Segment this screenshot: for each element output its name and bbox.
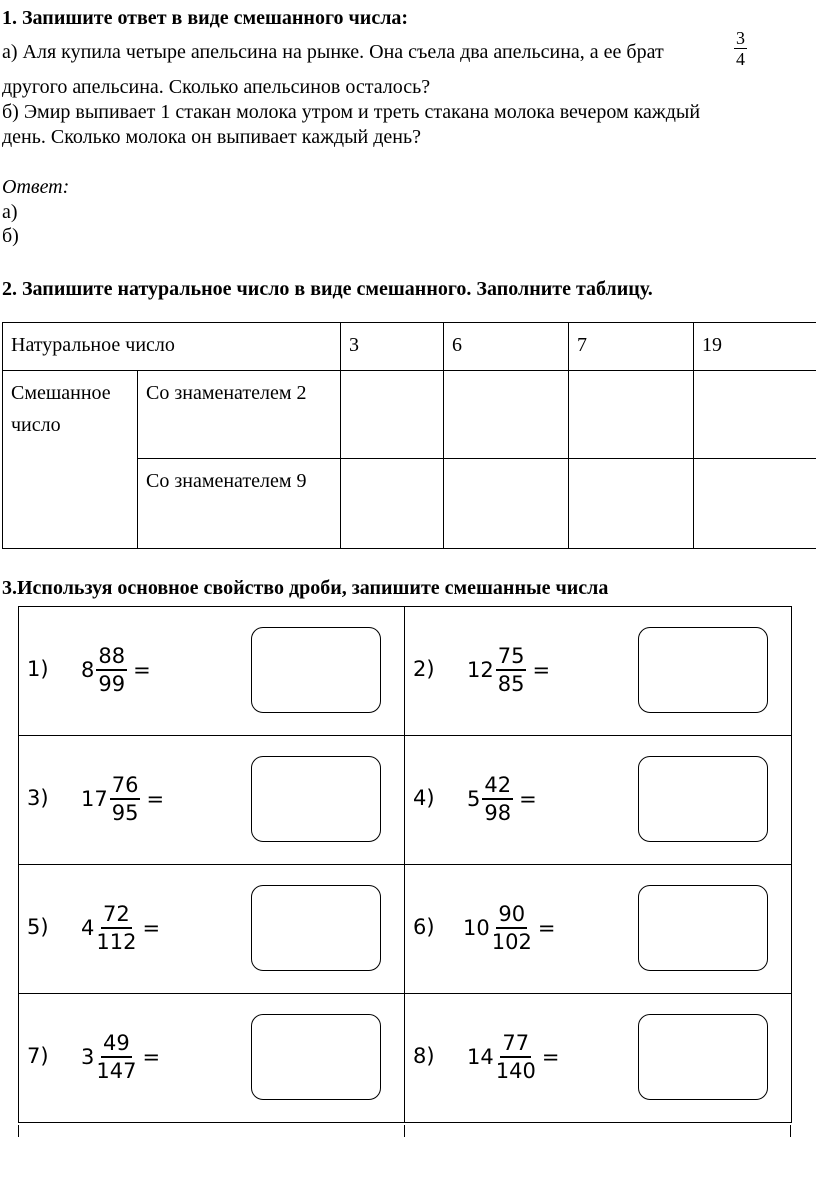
exercise-cell xyxy=(19,607,405,736)
equals-sign: = xyxy=(133,658,151,682)
answer-a: а) xyxy=(2,201,18,223)
exercise-cell xyxy=(405,994,792,1123)
numerator: 88 xyxy=(96,643,127,671)
task1-a-line1: а) Аля купила четыре апельсина на рынке. Она съела два апельсина, а ее брат xyxy=(2,41,664,63)
denominator: 98 xyxy=(484,801,512,825)
mixed-expression xyxy=(81,643,151,697)
exercise-number: 2) xyxy=(413,657,435,681)
whole-part: 17 xyxy=(81,787,108,811)
table-row xyxy=(19,736,792,865)
exercise-cell xyxy=(19,865,405,994)
mixed-expression xyxy=(467,1030,559,1084)
table-edge-left xyxy=(18,1125,19,1137)
answer-cell[interactable] xyxy=(694,459,816,549)
denominator: 102 xyxy=(491,930,532,954)
numerator: 77 xyxy=(500,1030,531,1058)
task1-title: 1. Запишите ответ в виде смешанного числа: xyxy=(2,7,409,29)
table-row xyxy=(3,323,816,371)
row-header-cell xyxy=(3,323,341,371)
mixed-expression xyxy=(81,772,164,826)
denominator: 140 xyxy=(495,1059,536,1083)
answer-box[interactable] xyxy=(638,885,768,971)
equals-sign: = xyxy=(142,916,161,940)
numerator: 49 xyxy=(101,1030,132,1058)
equals-sign: = xyxy=(532,658,551,682)
exercise-number: 6) xyxy=(413,915,435,939)
denom9-label: Со знаменателем 9 xyxy=(146,470,307,492)
equals-sign: = xyxy=(541,1045,560,1069)
answer-box[interactable] xyxy=(251,885,381,971)
answer-box[interactable] xyxy=(638,627,768,713)
row-header: Натуральное число xyxy=(11,334,175,356)
answer-cell[interactable] xyxy=(444,371,569,459)
fraction xyxy=(96,643,127,697)
exercise-number: 5) xyxy=(27,915,49,939)
mixed-expression xyxy=(463,901,555,955)
mixed-expression xyxy=(81,901,160,955)
numerator: 75 xyxy=(496,643,527,671)
answer-box[interactable] xyxy=(638,1014,768,1100)
answer-cell[interactable] xyxy=(341,459,444,549)
task3-title: 3.Используя основное свойство дроби, запишите смешанные числа xyxy=(2,577,609,599)
answer-box[interactable] xyxy=(638,756,768,842)
mixed-label-cell xyxy=(3,371,138,549)
whole-part: 14 xyxy=(467,1045,494,1069)
answer-cell[interactable] xyxy=(694,371,816,459)
number-value: 6 xyxy=(452,334,463,356)
task1-b-line1: б) Эмир выпивает 1 стакан молока утром и треть стакана молока вечером каждый xyxy=(2,101,701,123)
whole-part: 4 xyxy=(81,916,95,940)
table-row xyxy=(19,865,792,994)
whole-part: 8 xyxy=(81,658,95,682)
number-value: 19 xyxy=(702,334,723,356)
answer-label: Ответ: xyxy=(2,176,70,198)
exercise-cell xyxy=(405,736,792,865)
fraction xyxy=(496,643,527,697)
mixed-numbers-table xyxy=(18,606,792,1123)
exercise-number: 4) xyxy=(413,786,435,810)
denom2-cell xyxy=(138,371,341,459)
exercise-cell xyxy=(19,736,405,865)
answer-cell[interactable] xyxy=(569,371,694,459)
equals-sign: = xyxy=(142,1045,161,1069)
table-row xyxy=(19,994,792,1123)
denominator: 147 xyxy=(96,1059,137,1083)
whole-part: 3 xyxy=(81,1045,95,1069)
number-cell xyxy=(569,323,694,371)
denom2-label: Со знаменателем 2 xyxy=(146,382,307,404)
mixed-label-line2: число xyxy=(11,414,61,436)
task1-a-line2: другого апельсина. Сколько апельсинов осталось? xyxy=(2,76,431,98)
denominator: 112 xyxy=(96,930,137,954)
denom9-cell xyxy=(138,459,341,549)
fraction-denominator: 4 xyxy=(736,49,745,69)
answer-box[interactable] xyxy=(251,1014,381,1100)
fraction xyxy=(110,772,141,826)
table-edge-middle xyxy=(404,1125,405,1137)
whole-part: 5 xyxy=(467,787,481,811)
fraction xyxy=(96,1030,136,1084)
exercise-cell xyxy=(19,994,405,1123)
numerator: 72 xyxy=(101,901,132,929)
table-row xyxy=(3,371,816,459)
fraction-numerator: 3 xyxy=(736,28,745,48)
number-cell xyxy=(444,323,569,371)
task2-title: 2. Запишите натуральное число в виде смешанного. Заполните таблицу. xyxy=(2,278,653,300)
number-cell xyxy=(341,323,444,371)
answer-cell[interactable] xyxy=(444,459,569,549)
fraction xyxy=(492,901,532,955)
fraction xyxy=(482,772,513,826)
exercise-cell xyxy=(405,607,792,736)
table-row xyxy=(19,607,792,736)
exercise-number: 7) xyxy=(27,1044,49,1068)
whole-part: 10 xyxy=(463,916,490,940)
answer-cell[interactable] xyxy=(569,459,694,549)
numerator: 42 xyxy=(482,772,513,800)
task1-a-fraction xyxy=(734,28,747,69)
mixed-label-line1: Смешанное xyxy=(11,382,111,404)
table-edge-right xyxy=(790,1125,791,1137)
number-cell xyxy=(694,323,816,371)
numerator: 90 xyxy=(496,901,527,929)
number-value: 7 xyxy=(577,334,588,356)
answer-cell[interactable] xyxy=(341,371,444,459)
exercise-number: 1) xyxy=(27,657,49,681)
mixed-expression xyxy=(467,643,550,697)
denominator: 95 xyxy=(111,801,139,825)
natural-to-mixed-table xyxy=(2,322,816,549)
mixed-expression xyxy=(81,1030,160,1084)
exercise-cell xyxy=(405,865,792,994)
exercise-number: 8) xyxy=(413,1044,435,1068)
denominator: 99 xyxy=(98,672,126,696)
equals-sign: = xyxy=(146,787,165,811)
denominator: 85 xyxy=(497,672,525,696)
answer-box[interactable] xyxy=(251,756,381,842)
equals-sign: = xyxy=(519,787,537,811)
number-value: 3 xyxy=(349,334,360,356)
whole-part: 12 xyxy=(467,658,494,682)
mixed-expression xyxy=(467,772,537,826)
task1-b-line2: день. Сколько молока он выпивает каждый день? xyxy=(2,126,421,148)
answer-b: б) xyxy=(2,225,19,247)
fraction xyxy=(496,1030,536,1084)
numerator: 76 xyxy=(110,772,141,800)
answer-box[interactable] xyxy=(251,627,381,713)
exercise-number: 3) xyxy=(27,786,49,810)
fraction xyxy=(96,901,136,955)
equals-sign: = xyxy=(537,916,556,940)
